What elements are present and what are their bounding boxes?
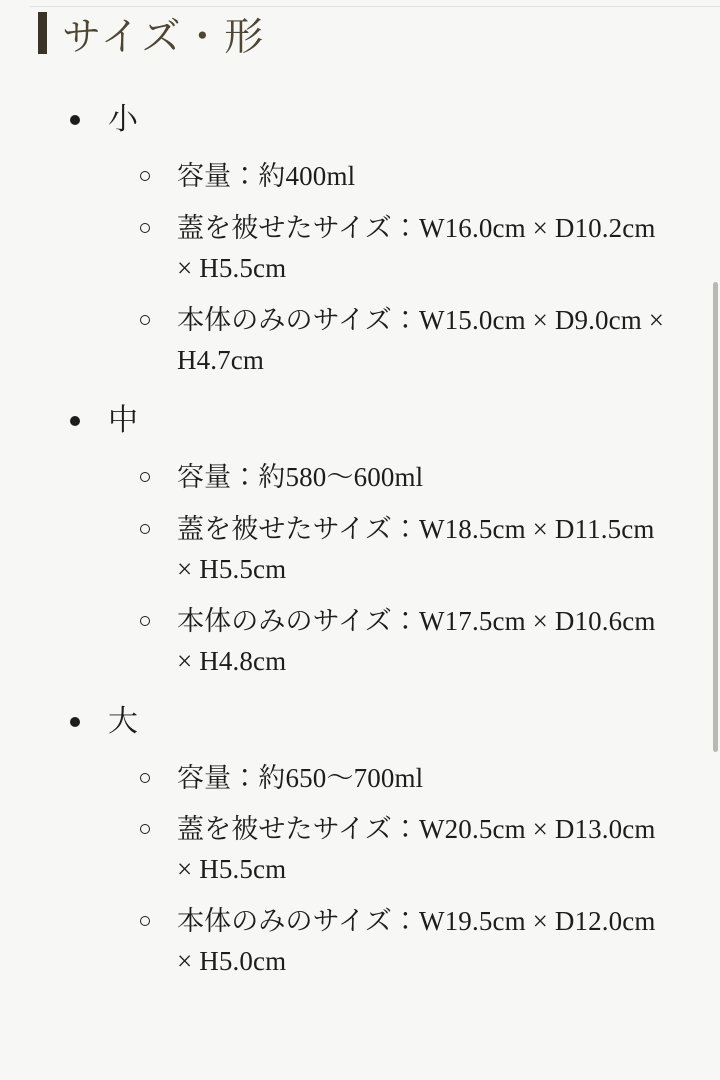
size-group-large	[0, 702, 720, 983]
bullet-hollow-icon	[140, 315, 150, 325]
size-detail-text: 蓋を被せたサイズ：W16.0cm × D10.2cm × H5.5cm	[177, 212, 656, 283]
bullet-solid-icon	[70, 416, 80, 426]
list-item	[0, 759, 720, 799]
list-item	[0, 458, 720, 498]
bullet-solid-icon	[70, 115, 80, 125]
bullet-hollow-icon	[140, 171, 150, 181]
list-item	[0, 902, 720, 982]
size-detail-text: 本体のみのサイズ：W17.5cm × D10.6cm × H4.8cm	[177, 605, 656, 676]
size-group-medium	[0, 401, 720, 682]
list-item	[0, 100, 720, 139]
scrollbar[interactable]	[713, 0, 720, 1080]
list-item	[0, 301, 720, 381]
list-item	[0, 401, 720, 440]
list-item	[0, 209, 720, 289]
size-detail-text: 容量：約400ml	[177, 161, 356, 191]
size-detail-text: 本体のみのサイズ：W19.5cm × D12.0cm × H5.0cm	[177, 906, 656, 977]
size-detail-text: 蓋を被せたサイズ：W18.5cm × D11.5cm × H5.5cm	[177, 513, 655, 584]
bullet-hollow-icon	[140, 773, 150, 783]
title-accent-bar	[38, 12, 47, 54]
size-detail-text: 蓋を被せたサイズ：W20.5cm × D13.0cm × H5.5cm	[177, 814, 656, 885]
bullet-solid-icon	[70, 717, 80, 727]
list-item	[0, 157, 720, 197]
size-detail-text: 容量：約650〜700ml	[177, 762, 424, 793]
list-item	[0, 702, 720, 741]
bullet-hollow-icon	[140, 524, 150, 534]
bullet-hollow-icon	[140, 472, 150, 482]
size-spec-list	[0, 66, 720, 982]
size-group-label: 大	[108, 704, 138, 738]
page-title-text: サイズ・形	[62, 15, 266, 59]
size-group-label: 小	[108, 103, 138, 136]
bullet-hollow-icon	[140, 824, 150, 834]
page-title	[0, 0, 720, 66]
size-detail-text: 容量：約580〜600ml	[177, 461, 424, 492]
size-group-small	[0, 100, 720, 381]
scrollbar-thumb[interactable]	[713, 282, 718, 752]
size-detail-text: 本体のみのサイズ：W15.0cm × D9.0cm × H4.7cm	[177, 304, 665, 375]
list-item	[0, 810, 720, 890]
bullet-hollow-icon	[140, 916, 150, 926]
bullet-hollow-icon	[140, 223, 150, 233]
list-item	[0, 510, 720, 590]
list-item	[0, 602, 720, 682]
bullet-hollow-icon	[140, 616, 150, 626]
size-group-label: 中	[108, 403, 138, 437]
